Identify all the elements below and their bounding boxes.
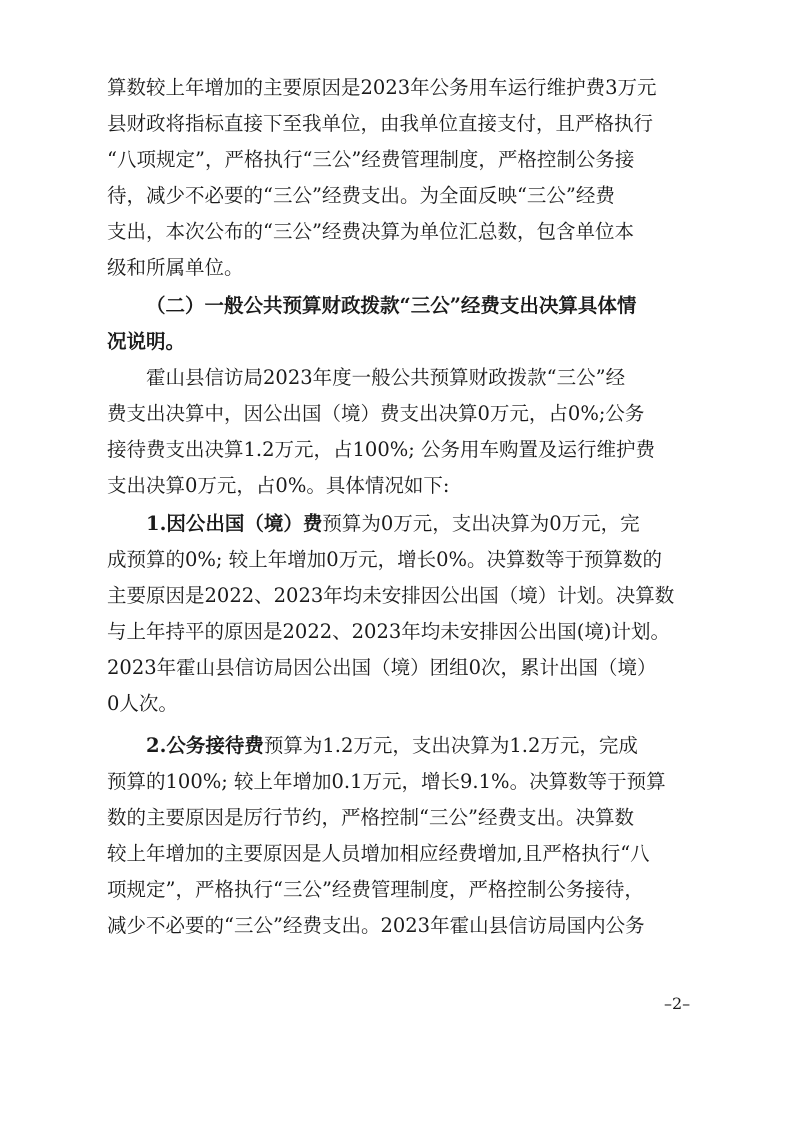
text-line: 成预算的0%; 较上年增加0万元，增长0%。决算数等于预算数的 — [107, 548, 663, 571]
text-line: 与上年持平的原因是2022、2023年均未安排因公出国(境)计划。 — [107, 620, 670, 643]
text-line: 支出决算0万元，占0%。具体情况如下: — [107, 474, 450, 497]
section-heading — [107, 288, 695, 360]
item-official-reception — [107, 728, 695, 944]
document-page — [107, 70, 695, 944]
text-line: 霍山县信访局2023年度一般公共预算财政拨款“三公”经 — [146, 366, 626, 389]
item-title: 1.因公出国（境）费 — [146, 512, 323, 535]
text-line: 主要原因是2022、2023年均未安排因公出国（境）计划。决算数 — [107, 584, 675, 607]
text-line: 支出，本次公布的“三公”经费决算为单位汇总数，包含单位本 — [107, 220, 634, 243]
text-line — [107, 506, 695, 542]
text-line: 0人次。 — [107, 692, 178, 715]
text-line — [107, 728, 695, 764]
summary-paragraph — [107, 360, 695, 504]
text-line: 县财政将指标直接下至我单位，由我单位直接支付，且严格执行 — [107, 112, 654, 135]
text-line: 算数较上年增加的主要原因是2023年公务用车运行维护费3万元 — [107, 76, 657, 99]
text-line: 待，减少不必要的“三公”经费支出。为全面反映“三公”经费 — [107, 184, 615, 207]
text-line: 2023年霍山县信访局因公出国（境）团组0次，累计出国（境） — [107, 656, 657, 679]
text-line: 费支出决算中，因公出国（境）费支出决算0万元，占0%;公务 — [107, 402, 645, 425]
paragraph-intro-continuation — [107, 70, 695, 286]
item-text: 预算为0万元，支出决算为0万元，完 — [322, 512, 640, 535]
item-overseas-travel — [107, 506, 695, 722]
text-line: “八项规定”，严格执行“三公”经费管理制度，严格控制公务接 — [107, 148, 635, 171]
heading-line: 况说明。 — [107, 330, 186, 353]
text-line: 级和所属单位。 — [107, 256, 244, 279]
heading-line: （二）一般公共预算财政拨款“三公”经费支出决算具体情 — [146, 294, 637, 317]
text-line: 预算的100%; 较上年增加0.1万元，增长9.1%。决算数等于预算 — [107, 770, 666, 793]
text-line: 接待费支出决算1.2万元，占100%; 公务用车购置及运行维护费 — [107, 438, 656, 461]
text-line: 项规定”，严格执行“三公”经费管理制度，严格控制公务接待， — [107, 878, 644, 901]
item-text: 预算为1.2万元，支出决算为1.2万元，完成 — [263, 734, 638, 757]
text-line: 数的主要原因是厉行节约，严格控制“三公”经费支出。决算数 — [107, 806, 634, 829]
item-title: 2.公务接待费 — [146, 734, 264, 757]
text-line: 减少不必要的“三公”经费支出。2023年霍山县信访局国内公务 — [107, 914, 645, 937]
page-number: –2– — [664, 994, 691, 1013]
text-line: 较上年增加的主要原因是人员增加相应经费增加,且严格执行“八 — [107, 842, 650, 865]
